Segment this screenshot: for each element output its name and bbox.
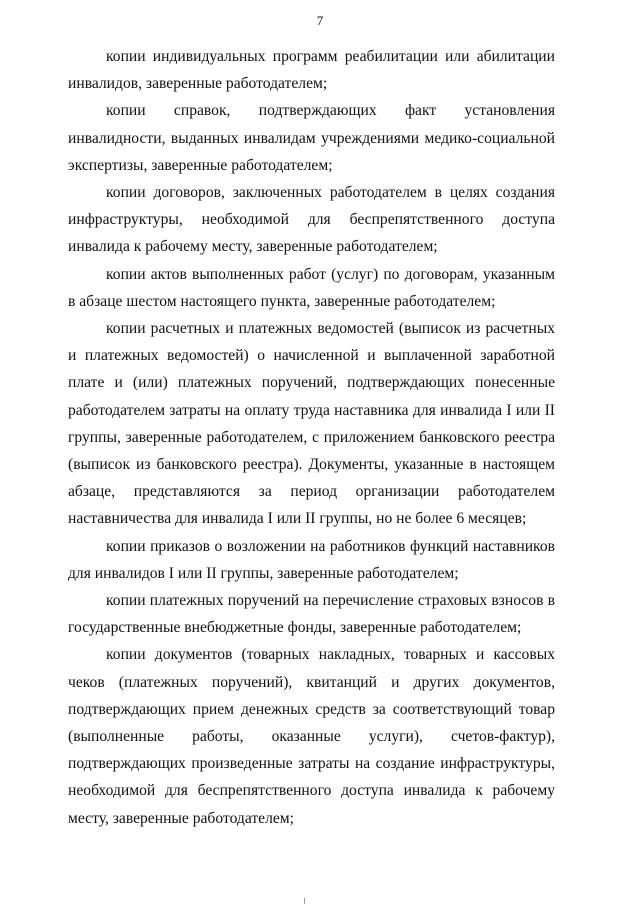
document-body [68,43,555,832]
paragraph-expense-documents: копии документов (товарных накладных, товарных и кассовых чеков (платежных поручений), квитанций и других документов, подтверждающих прием денежных средств за соответствующий товар (выполненные работы, оказанные услуги), счетов-фактур), подтверждающих произведенные затраты на создание инфраструктуры, необходимой для беспрепятственного доступа инвалида к рабочему месту, заверенные работодателем; [68,646,555,827]
page-number: 7 [316,13,324,28]
scan-mark [304,898,305,904]
paragraph-acts-of-work: копии актов выполненных работ (услуг) по договорам, указанным в абзаце шестом настоящего пункта, заверенные работодателем; [68,265,555,310]
paragraph-rehabilitation-programs: копии индивидуальных программ реабилитации или абилитации инвалидов, заверенные работодателем; [68,48,555,93]
paragraph-insurance-payments: копии платежных поручений на перечисление страховых взносов в государственные внебюджетные фонды, заверенные работодателем; [68,592,555,637]
paragraph-disability-certificates: копии справок, подтверждающих факт установления инвалидности, выданных инвалидам учреждениями медико-социальной экспертизы, заверенные работодателем; [68,102,555,174]
paragraph-infrastructure-contracts: копии договоров, заключенных работодателем в целях создания инфраструктуры, необходимой для беспрепятственного доступа инвалида к рабочему месту, заверенные работодателем; [68,184,555,256]
paragraph-payroll-statements: копии расчетных и платежных ведомостей (выписок из расчетных и платежных ведомостей) о начисленной и выплаченной заработной плате и (или) платежных поручений, подтверждающих понесенные работодателем затраты на оплату труда наставника для инвалида I или II группы, заверенные работодателем, с приложением банковского реестра (выписок из банковского реестра). Документы, указанные в настоящем абзаце, представляются за период организации работодателем наставничества для инвалида I или II группы, но не более 6 месяцев; [68,320,555,528]
paragraph-mentor-orders: копии приказов о возложении на работников функций наставников для инвалидов I или II группы, заверенные работодателем; [68,537,555,582]
